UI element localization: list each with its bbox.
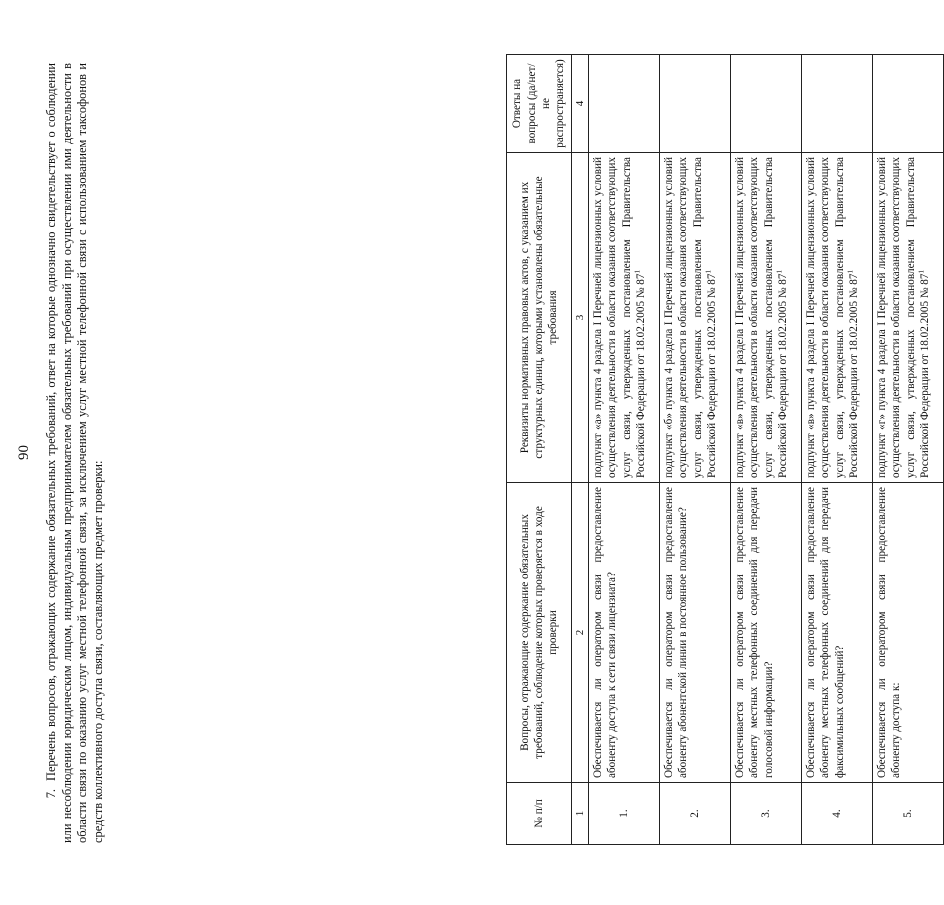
row-question: Обеспечивается ли оператором связи предоставление абоненту доступа к: (873, 483, 944, 783)
row-number: 2. (660, 783, 731, 845)
column-number: 4 (572, 55, 589, 153)
footnote-mark: 1 (704, 270, 713, 274)
row-question: Обеспечивается ли оператором связи предоставление абоненту доступа к сети связи лицензиата? (589, 483, 660, 783)
header-references: Реквизиты нормативных правовых актов, с указанием их структурных единиц, которыми установлены обязательные требования (507, 153, 572, 483)
table-header-row (507, 55, 572, 845)
row-answer[interactable] (731, 55, 802, 153)
row-answer[interactable] (873, 55, 944, 153)
row-answer[interactable] (589, 55, 660, 153)
row-answer[interactable] (802, 55, 873, 153)
paragraph-text: Перечень вопросов, отражающих содержание обязательных требований, ответ на которые однозначно свидетельствует о соблюдении или несоблюдении юридическим лицом, индивидуальным предпринимателем обязательных требований при осуществлении ими деятельности в области связи по оказанию услуг местной телефонной связи, за исключением услуг местной телефонной связи с использованием таксофонов и средств коллективного доступа связи, составляющих предмет проверки: (44, 63, 105, 843)
column-number: 3 (572, 153, 589, 483)
reference-text: подпункт «в» пункта 4 раздела I Перечней лицензионных условий осуществления деятельности в области оказания соответствующих услуг связи, утвержденных постановлением Правительства Российской Федерации от 18.02.2005 № 87 (734, 157, 789, 478)
header-questions: Вопросы, отражающие содержание обязательных требований, соблюдение которых проверяется в ходе проверки (507, 483, 572, 783)
column-number: 2 (572, 483, 589, 783)
row-number: 3. (731, 783, 802, 845)
column-number: 1 (572, 783, 589, 845)
table-row (802, 55, 873, 845)
row-question: Обеспечивается ли оператором связи предоставление абоненту местных телефонных соединений для передачи факсимильных сообщений? (802, 483, 873, 783)
reference-text: подпункт «в» пункта 4 раздела I Перечней лицензионных условий осуществления деятельности в области оказания соответствующих услуг связи, утвержденных постановлением Правительства Российской Федерации от 18.02.2005 № 87 (805, 157, 860, 478)
footnote-mark: 1 (846, 270, 855, 274)
row-question: Обеспечивается ли оператором связи предоставление абоненту абонентской линии в постоянное пользование? (660, 483, 731, 783)
row-reference (802, 153, 873, 483)
row-reference (589, 153, 660, 483)
row-number: 5. (873, 783, 944, 845)
row-reference (660, 153, 731, 483)
row-number: 1. (589, 783, 660, 845)
header-number: № п/п (507, 783, 572, 845)
page-number: 90 (16, 445, 32, 460)
paragraph-number: 7. (44, 789, 58, 799)
footnote-mark: 1 (633, 270, 642, 274)
table-row (660, 55, 731, 845)
row-answer[interactable] (660, 55, 731, 153)
row-reference (873, 153, 944, 483)
reference-text: подпункт «г» пункта 4 раздела I Перечней лицензионных условий осуществления деятельности в области оказания соответствующих услуг связи, утвержденных постановлением Правительства Российской Федерации от 18.02.2005 № 87 (876, 157, 931, 478)
table-row (873, 55, 944, 845)
table-row (731, 55, 802, 845)
row-reference (731, 153, 802, 483)
intro-paragraph (44, 63, 106, 843)
footnote-mark: 1 (917, 270, 926, 274)
requirements-table (506, 54, 944, 845)
table-row (589, 55, 660, 845)
row-question: Обеспечивается ли оператором связи предоставление абоненту местных телефонных соединений для передачи голосовой информации? (731, 483, 802, 783)
reference-text: подпункт «а» пункта 4 раздела I Перечней лицензионных условий осуществления деятельности в области оказания соответствующих услуг связи, утвержденных постановлением Правительства Российской Федерации от 18.02.2005 № 87 (592, 157, 647, 478)
footnote-mark: 1 (775, 270, 784, 274)
column-number-row (572, 55, 589, 845)
header-answers: Ответы на вопросы (да/нет/не распространяется) (507, 55, 572, 153)
row-number: 4. (802, 783, 873, 845)
reference-text: подпункт «б» пункта 4 раздела I Перечней лицензионных условий осуществления деятельности в области оказания соответствующих услуг связи, утвержденных постановлением Правительства Российской Федерации от 18.02.2005 № 87 (663, 157, 718, 478)
